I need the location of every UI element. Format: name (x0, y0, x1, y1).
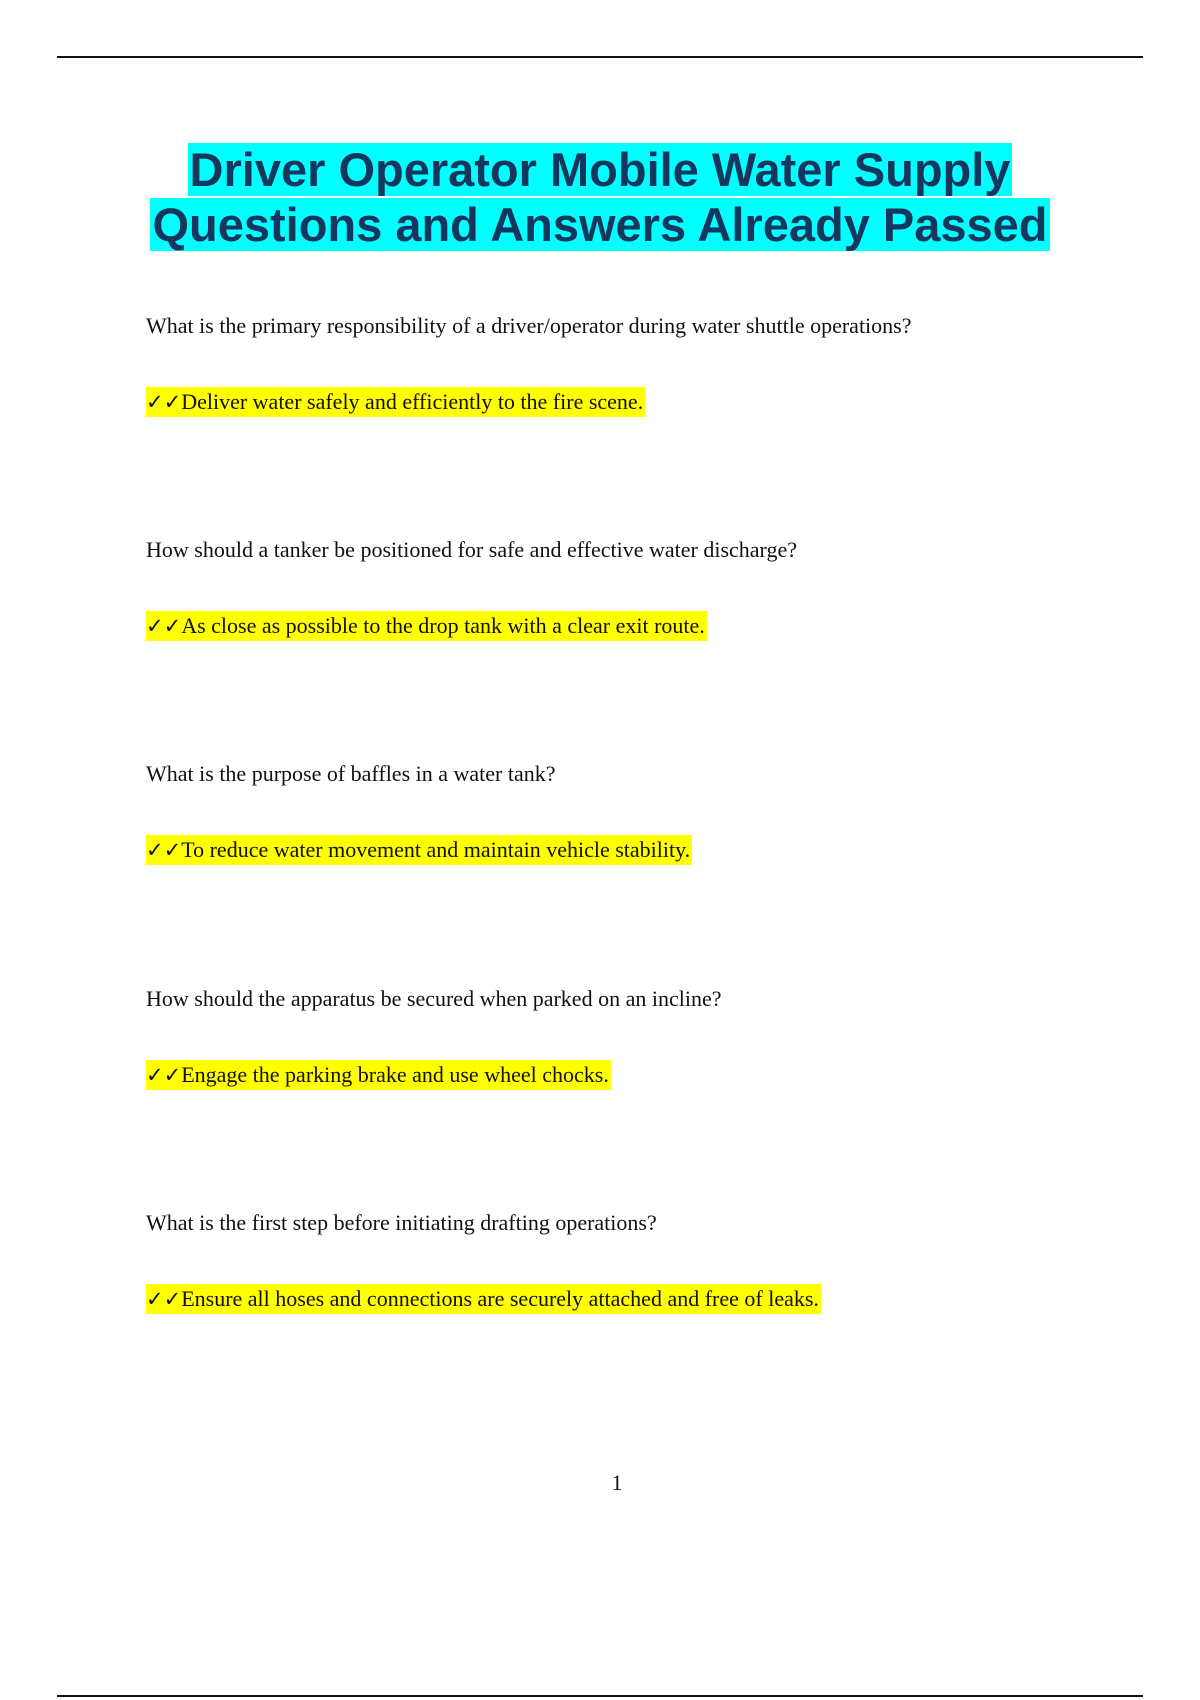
double-check-icon: ✓✓ (146, 1063, 182, 1087)
answer-text: Deliver water safely and efficiently to the fire scene. (181, 389, 644, 414)
answer-highlight (146, 1060, 611, 1090)
question-text: How should the apparatus be secured when parked on an incline? (146, 986, 722, 1011)
qa-item (146, 984, 1146, 1090)
answer-highlight (146, 1284, 821, 1314)
page-number: 1 (611, 1470, 623, 1495)
qa-item (146, 1208, 1146, 1314)
answer-text: To reduce water movement and maintain vehicle stability. (181, 837, 691, 862)
answer-highlight (146, 387, 645, 417)
answer-highlight (146, 835, 692, 865)
question-text: What is the primary responsibility of a driver/operator during water shuttle operations? (146, 313, 912, 338)
answer-text: Ensure all hoses and connections are securely attached and free of leaks. (181, 1286, 819, 1311)
qa-item (146, 535, 1146, 641)
question-text: How should a tanker be positioned for safe and effective water discharge? (146, 537, 797, 562)
answer-text: As close as possible to the drop tank with a clear exit route. (181, 613, 705, 638)
double-check-icon: ✓✓ (146, 390, 182, 414)
title-line-2: Questions and Answers Already Passed (152, 198, 1048, 251)
footer-rule (57, 1695, 1143, 1697)
answer-text: Engage the parking brake and use wheel chocks. (181, 1062, 609, 1087)
title-line-1: Driver Operator Mobile Water Supply (189, 143, 1011, 196)
document-title (0, 142, 1200, 252)
answer-highlight (146, 611, 707, 641)
question-text: What is the purpose of baffles in a water tank? (146, 761, 556, 786)
qa-item (146, 759, 1146, 865)
qa-item (146, 311, 1146, 417)
double-check-icon: ✓✓ (146, 838, 182, 862)
double-check-icon: ✓✓ (146, 1287, 182, 1311)
double-check-icon: ✓✓ (146, 614, 182, 638)
header-rule (57, 56, 1143, 58)
question-text: What is the first step before initiating drafting operations? (146, 1210, 657, 1235)
